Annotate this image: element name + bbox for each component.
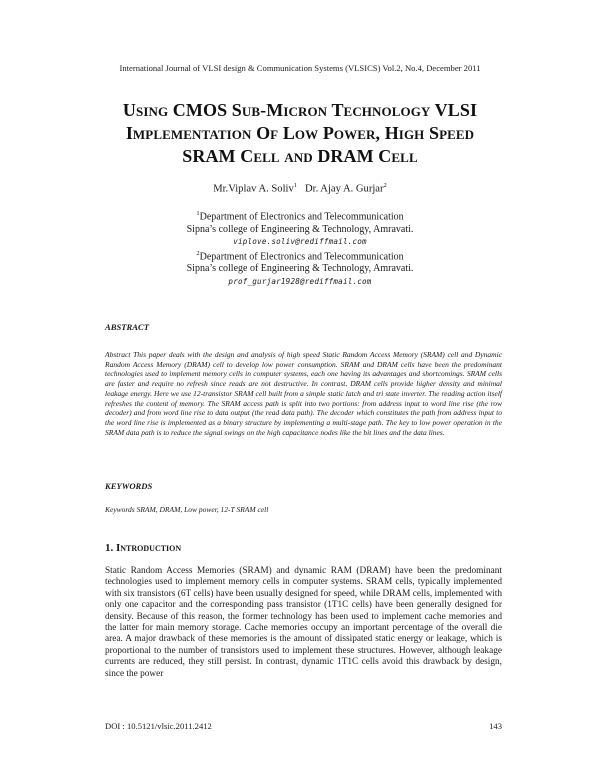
title-line-1: Using CMOS Sub-Micron Technology VLSI — [122, 100, 478, 120]
author-2: Dr. Ajay A. Gurjar — [304, 183, 384, 195]
affiliation-2-sup: 2 — [196, 249, 200, 257]
doi-text: DOI : 10.5121/vlsic.2011.2412 — [105, 721, 212, 731]
affiliation-1-dept — [0, 208, 600, 224]
author-2-sup: 2 — [383, 182, 387, 189]
affiliation-2-dept-text: Department of Electronics and Telecommunication — [199, 251, 404, 263]
affiliation-1-college: Sipna’s college of Engineering & Technology, Amravati. — [186, 223, 414, 235]
introduction-title: Introduction — [116, 542, 182, 554]
affiliation-2-college: Sipna’s college of Engineering & Technology, Amravati. — [186, 263, 414, 275]
title-line-2: Implementation Of Low Power, High Speed — [125, 123, 475, 143]
introduction-heading — [105, 542, 181, 554]
author-1-sup: 1 — [293, 182, 298, 189]
introduction-body: Static Random Access Memories (SRAM) and dynamic RAM (DRAM) have been the predominant technologies used to implement memory cells in computer systems. SRAM cells, typically implemented with six transistors (6T cells) have been usually designed for speed, while DRAM cells, implemented with only one capacitor and the corresponding pass transistor (1T1C cells) have been generally designed for density. Because of this reason, the former technology has been used to implement cache memories and the latter for main memory storage. Cache memories occupy an important percentage of the overall die area. A major drawback of these memories is the amount of dissipated static energy or leakage, which is proportional to the number of transistors used to implement these structures. However, although leakage currents are reduced, they still persist. In contrast, dynamic 1T1C cells avoid this drawback by design, since the power — [105, 566, 502, 679]
author-list — [0, 182, 600, 195]
affiliation-1-email: viplove.soliv@rediffmail.com — [233, 236, 367, 246]
affiliation-1-sup: 1 — [196, 210, 200, 217]
affiliation-2-dept — [0, 248, 600, 264]
abstract-heading: ABSTRACT — [105, 322, 149, 332]
affiliation-2-email: prof_gurjar1928@rediffmail.com — [228, 276, 372, 286]
paper-title — [60, 99, 540, 168]
keywords-body: Keywords SRAM, DRAM, Low power, 12-T SRAM cell — [105, 505, 269, 514]
page-number: 143 — [489, 721, 502, 731]
author-1: Mr.Viplav A. Soliv — [213, 183, 294, 195]
affiliation-1-dept-text: Department of Electronics and Telecommunication — [199, 211, 404, 223]
journal-header: International Journal of VLSI design & Communication Systems (VLSICS) Vol.2, No.4, December 2011 — [119, 63, 481, 73]
affiliations — [0, 208, 600, 288]
title-line-3: SRAM Cell and DRAM Cell — [182, 146, 418, 166]
keywords-heading: KEYWORDS — [105, 481, 153, 491]
introduction-number: 1. — [105, 542, 116, 554]
abstract-body: Abstract This paper deals with the design and analysis of high speed Static Random Access Memory (SRAM) cell and Dynamic Random Access Memory (DRAM) cell to develop low power consumption. SRAM and DRAM cells have been the predominant technologies used to implement memory cells in computer systems, each one having its advantages and shortcomings. SRAM cells are faster and require no refresh since reads are not destructive. In contrast, DRAM cells provide higher density and minimal leakage energy. Here we use 12-transistor SRAM cell built from a simple static latch and tri state inverter. The reading action itself refreshes the content of memory. The SRAM access path is split into two portions: from address input to word line rise (the row decoder) and from word line rise to data output (the read data path). The decoder which constitutes the path from address input to the word line rise is implemented as a binary structure by implementing a multi-stage path. The key to low power operation in the SRAM data path is to reduce the signal swings on the high capacitance nodes like the bit lines and the data lines. — [105, 350, 502, 437]
